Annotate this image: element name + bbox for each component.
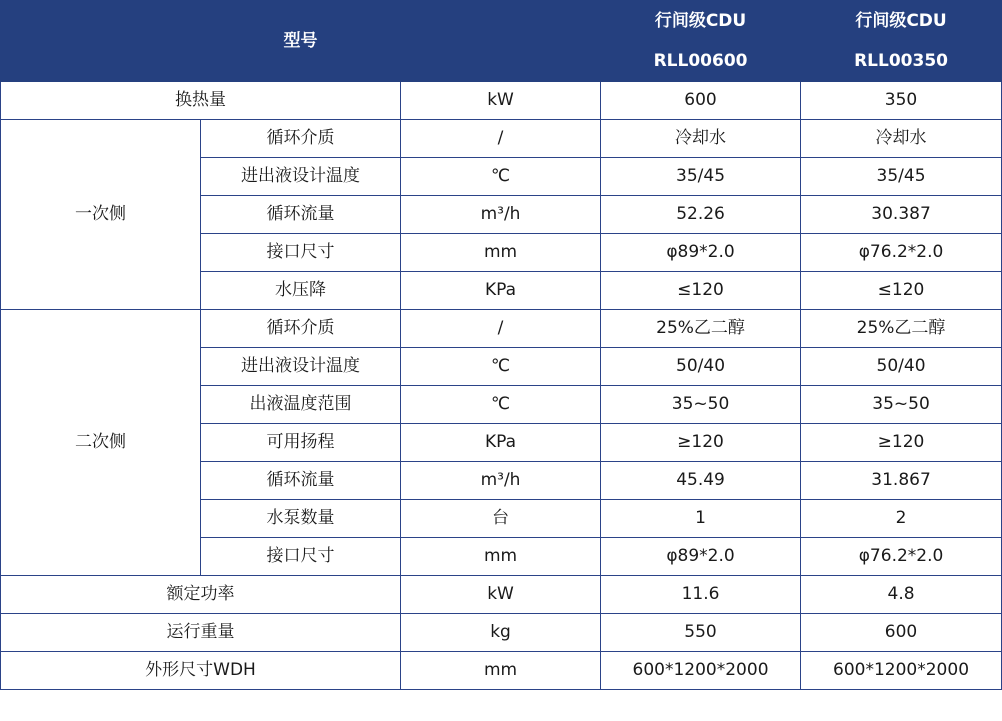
row-value-1: ≥120 xyxy=(601,424,801,462)
product-2-model: RLL00350 xyxy=(854,51,948,71)
row-label: 可用扬程 xyxy=(201,424,401,462)
row-value-1: 1 xyxy=(601,500,801,538)
row-label: 循环流量 xyxy=(201,462,401,500)
row-value-2: 25%乙二醇 xyxy=(801,310,1002,348)
row-value-2: 31.867 xyxy=(801,462,1002,500)
row-unit: mm xyxy=(401,538,601,576)
row-value-2: φ76.2*2.0 xyxy=(801,538,1002,576)
row-value-2: 600*1200*2000 xyxy=(801,652,1002,690)
row-value-1: 11.6 xyxy=(601,576,801,614)
row-unit: m³/h xyxy=(401,462,601,500)
product-header-1 xyxy=(601,1,801,82)
product-header-2 xyxy=(801,1,1002,82)
row-value-1: 550 xyxy=(601,614,801,652)
row-value-2: 50/40 xyxy=(801,348,1002,386)
row-unit: / xyxy=(401,310,601,348)
row-value-1: ≤120 xyxy=(601,272,801,310)
row-value-1: 600 xyxy=(601,82,801,120)
row-label: 接口尺寸 xyxy=(201,538,401,576)
row-label: 进出液设计温度 xyxy=(201,348,401,386)
row-label: 换热量 xyxy=(1,82,401,120)
product-2-series: 行间级CDU xyxy=(855,11,947,31)
row-value-1: 52.26 xyxy=(601,196,801,234)
row-value-1: 35/45 xyxy=(601,158,801,196)
row-value-2: 30.387 xyxy=(801,196,1002,234)
row-value-2: 35/45 xyxy=(801,158,1002,196)
row-value-2: ≥120 xyxy=(801,424,1002,462)
product-1-model: RLL00600 xyxy=(653,51,748,71)
row-unit: KPa xyxy=(401,272,601,310)
row-value-2: 4.8 xyxy=(801,576,1002,614)
row-unit: mm xyxy=(401,652,601,690)
table-row xyxy=(1,120,1002,158)
table-row xyxy=(1,652,1002,690)
row-value-1: 45.49 xyxy=(601,462,801,500)
model-header: 型号 xyxy=(1,1,601,82)
row-value-2: 600 xyxy=(801,614,1002,652)
row-value-1: 600*1200*2000 xyxy=(601,652,801,690)
row-label: 循环介质 xyxy=(201,120,401,158)
table-row xyxy=(1,82,1002,120)
row-value-1: 冷却水 xyxy=(601,120,801,158)
row-label: 额定功率 xyxy=(1,576,401,614)
row-value-2: φ76.2*2.0 xyxy=(801,234,1002,272)
row-value-2: 冷却水 xyxy=(801,120,1002,158)
row-unit: m³/h xyxy=(401,196,601,234)
row-label: 外形尺寸WDH xyxy=(1,652,401,690)
row-value-2: ≤120 xyxy=(801,272,1002,310)
row-label: 水泵数量 xyxy=(201,500,401,538)
row-unit: kg xyxy=(401,614,601,652)
header-row xyxy=(1,1,1002,82)
row-unit: mm xyxy=(401,234,601,272)
row-value-1: φ89*2.0 xyxy=(601,538,801,576)
row-value-1: φ89*2.0 xyxy=(601,234,801,272)
group-primary-label: 一次侧 xyxy=(1,120,201,310)
row-value-2: 350 xyxy=(801,82,1002,120)
row-value-2: 35~50 xyxy=(801,386,1002,424)
row-label: 运行重量 xyxy=(1,614,401,652)
row-value-1: 35~50 xyxy=(601,386,801,424)
product-1-series: 行间级CDU xyxy=(654,11,747,31)
table-row xyxy=(1,310,1002,348)
row-label: 循环介质 xyxy=(201,310,401,348)
row-unit: / xyxy=(401,120,601,158)
row-unit: ℃ xyxy=(401,158,601,196)
row-label: 接口尺寸 xyxy=(201,234,401,272)
group-secondary-label: 二次侧 xyxy=(1,310,201,576)
row-label: 进出液设计温度 xyxy=(201,158,401,196)
row-label: 循环流量 xyxy=(201,196,401,234)
row-unit: 台 xyxy=(401,500,601,538)
row-value-1: 25%乙二醇 xyxy=(601,310,801,348)
row-label: 出液温度范围 xyxy=(201,386,401,424)
table-header xyxy=(1,1,1002,82)
table-row xyxy=(1,614,1002,652)
row-unit: kW xyxy=(401,82,601,120)
table-body xyxy=(1,82,1002,690)
row-unit: kW xyxy=(401,576,601,614)
row-label: 水压降 xyxy=(201,272,401,310)
table-row xyxy=(1,576,1002,614)
row-unit: ℃ xyxy=(401,386,601,424)
row-unit: KPa xyxy=(401,424,601,462)
row-value-2: 2 xyxy=(801,500,1002,538)
row-unit: ℃ xyxy=(401,348,601,386)
row-value-1: 50/40 xyxy=(601,348,801,386)
